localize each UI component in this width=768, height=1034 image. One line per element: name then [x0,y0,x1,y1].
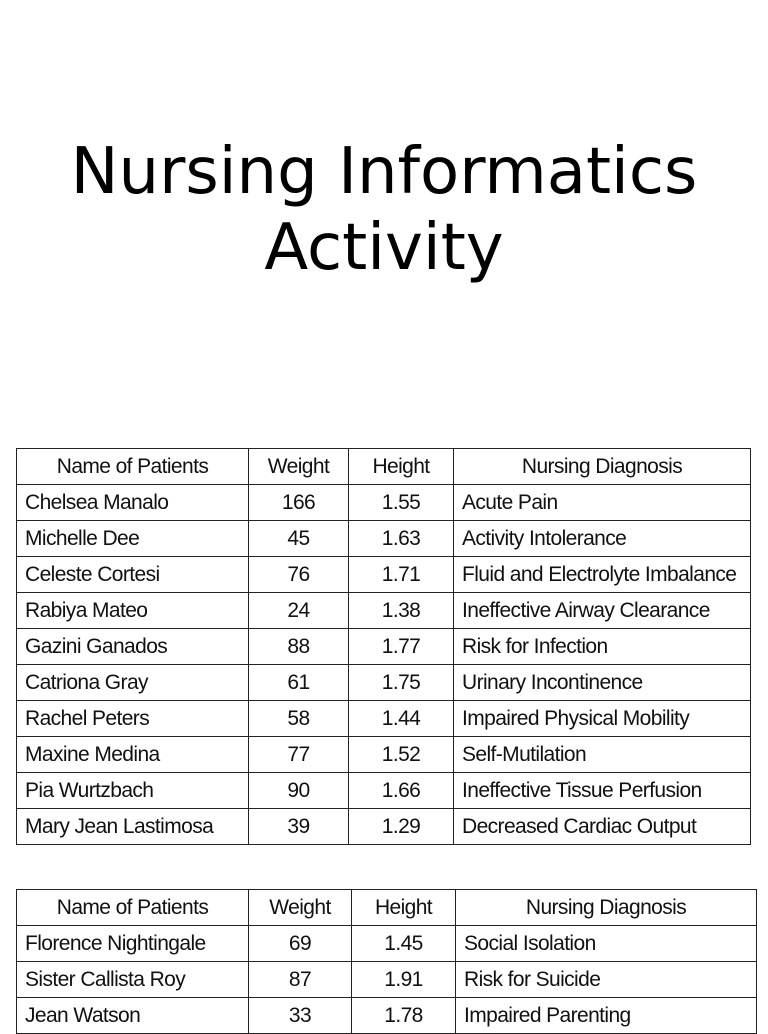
table-row [17,593,751,629]
cell-diagnosis: Risk for Infection [454,629,751,665]
title-line-2: Activity [264,211,504,285]
cell-weight: 61 [249,665,349,701]
table-row [17,557,751,593]
cell-patient-name: Catriona Gray [17,665,249,701]
table-row [17,485,751,521]
cell-height: 1.91 [352,962,456,998]
table-row [17,773,751,809]
cell-weight: 77 [249,737,349,773]
cell-weight: 24 [249,593,349,629]
cell-weight: 58 [249,701,349,737]
table-row [17,665,751,701]
cell-diagnosis: Activity Intolerance [454,521,751,557]
cell-patient-name: Michelle Dee [17,521,249,557]
cell-weight: 33 [249,998,352,1034]
cell-height: 1.71 [349,557,454,593]
cell-patient-name: Mary Jean Lastimosa [17,809,249,845]
cell-diagnosis: Urinary Incontinence [454,665,751,701]
table-row [17,737,751,773]
header-weight: Weight [249,449,349,485]
cell-weight: 166 [249,485,349,521]
cell-diagnosis: Ineffective Tissue Perfusion [454,773,751,809]
table-row [17,701,751,737]
cell-weight: 88 [249,629,349,665]
cell-height: 1.63 [349,521,454,557]
header-diagnosis: Nursing Diagnosis [454,449,751,485]
cell-diagnosis: Decreased Cardiac Output [454,809,751,845]
cell-diagnosis: Social Isolation [456,926,757,962]
cell-patient-name: Celeste Cortesi [17,557,249,593]
cell-patient-name: Rabiya Mateo [17,593,249,629]
cell-diagnosis: Acute Pain [454,485,751,521]
cell-weight: 39 [249,809,349,845]
cell-weight: 69 [249,926,352,962]
cell-patient-name: Gazini Ganados [17,629,249,665]
cell-patient-name: Pia Wurtzbach [17,773,249,809]
cell-height: 1.77 [349,629,454,665]
patients-table-1 [16,448,751,845]
cell-height: 1.38 [349,593,454,629]
cell-height: 1.52 [349,737,454,773]
cell-diagnosis: Fluid and Electrolyte Imbalance [454,557,751,593]
cell-height: 1.55 [349,485,454,521]
page-title [0,134,768,286]
cell-weight: 90 [249,773,349,809]
table-header-row [17,449,751,485]
cell-weight: 45 [249,521,349,557]
cell-patient-name: Rachel Peters [17,701,249,737]
header-weight: Weight [249,890,352,926]
cell-height: 1.44 [349,701,454,737]
header-name: Name of Patients [17,449,249,485]
cell-weight: 87 [249,962,352,998]
cell-height: 1.75 [349,665,454,701]
header-diagnosis: Nursing Diagnosis [456,890,757,926]
cell-diagnosis: Impaired Physical Mobility [454,701,751,737]
cell-height: 1.29 [349,809,454,845]
table-row [17,962,757,998]
cell-weight: 76 [249,557,349,593]
patients-table-2 [16,889,757,1034]
table-row [17,521,751,557]
cell-patient-name: Jean Watson [17,998,249,1034]
cell-patient-name: Chelsea Manalo [17,485,249,521]
cell-height: 1.78 [352,998,456,1034]
cell-patient-name: Sister Callista Roy [17,962,249,998]
cell-diagnosis: Risk for Suicide [456,962,757,998]
table-row [17,809,751,845]
table-row [17,629,751,665]
cell-patient-name: Maxine Medina [17,737,249,773]
title-line-1: Nursing Informatics [70,135,698,209]
cell-height: 1.66 [349,773,454,809]
cell-diagnosis: Ineffective Airway Clearance [454,593,751,629]
table-header-row [17,890,757,926]
cell-height: 1.45 [352,926,456,962]
cell-diagnosis: Impaired Parenting [456,998,757,1034]
table-row [17,926,757,962]
header-height: Height [349,449,454,485]
header-height: Height [352,890,456,926]
cell-patient-name: Florence Nightingale [17,926,249,962]
header-name: Name of Patients [17,890,249,926]
cell-diagnosis: Self-Mutilation [454,737,751,773]
table-row [17,998,757,1034]
